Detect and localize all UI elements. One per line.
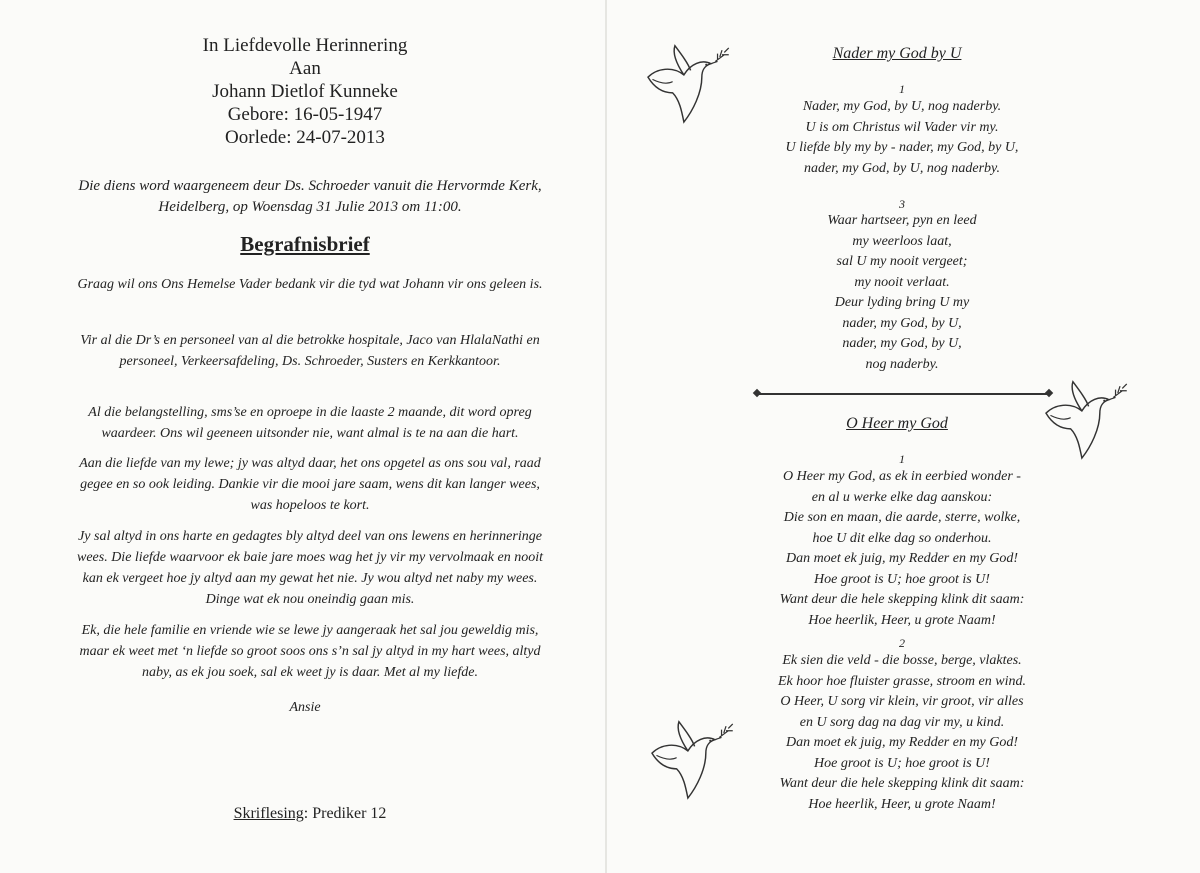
verse-line: nader, my God, by U, <box>842 315 962 331</box>
verse-line: U liefde bly my by - nader, my God, by U, <box>785 140 1019 155</box>
verse-line: en al u werke elke dag aanskou: <box>811 489 993 505</box>
verse-line: nog naderby. <box>865 356 939 372</box>
song-title: O Heer my God <box>846 415 948 432</box>
paragraph: Ek, die hele familie en vriende wie se lewe jy aangeraak het sal jou geweldig mis, maar ek weet met ‘n liefde so groot soos ons s’n sal jy altyd in my hart wees, altyd naby, as ek jou soek, sal ek weet jy is daar. Met al my liefde. <box>79 623 541 680</box>
deceased-name: Johann Dietlof Kunneke <box>212 81 398 102</box>
verse <box>717 97 1087 179</box>
verse-line: Deur lyding bring U my <box>834 295 970 310</box>
verse <box>717 651 1087 815</box>
verse-line: en U sorg dag na dag vir my, u kind. <box>799 714 1005 730</box>
page-title: Begrafnisbrief <box>240 232 370 256</box>
verse-number: 1 <box>899 452 905 466</box>
signature: Ansie <box>289 700 321 715</box>
death-date: Oorlede: 24-07-2013 <box>225 127 385 148</box>
verse-line: nader, my God, by U, <box>842 336 962 351</box>
reading-text: : Prediker 12 <box>303 805 387 822</box>
header-line: In Liefdevolle Herinnering <box>202 35 408 56</box>
memorial-header <box>90 34 520 149</box>
verse-line: Hoe heerlik, Heer, u grote Naam! <box>808 796 996 812</box>
birth-date: Gebore: 16-05-1947 <box>227 104 383 125</box>
verse-line: Want deur die hele skepping klink dit saam: <box>779 592 1025 607</box>
verse-line: Die son en maan, die aarde, sterre, wolke, <box>783 510 1021 525</box>
paragraph: Jy sal altyd in ons harte en gedagtes bly altyd deel van ons lewens en herinneringe wees. Die liefde waarvoor ek baie jare moes wag het jy vir my vervolmaak en nooit kan ek vergeet hoe jy altyd aan my gewat het nie. Jy wou altyd net naby my wees. Dinge wat ek nou oneindig gaan mis. <box>76 529 544 607</box>
verse-line: my nooit verlaat. <box>854 274 950 290</box>
paragraph: Aan die liefde van my lewe; jy was altyd daar, het ons opgetel as ons sou val, raad gegee en so ook leiding. Dankie vir die mooi jare saam, wens dit kan langer wees, was hopeloos te kort. <box>79 456 541 513</box>
dove-icon <box>1037 376 1129 466</box>
reading-label: Skriflesing <box>233 805 304 822</box>
verse <box>717 467 1087 631</box>
paragraph: Graag wil ons Ons Hemelse Vader bedank vir die tyd wat Johann vir ons geleen is. <box>77 277 543 292</box>
song-title: Nader my God by U <box>832 45 962 62</box>
verse-line: Dan moet ek juig, my Redder en my God! <box>785 735 1019 750</box>
header-line: Aan <box>289 58 321 79</box>
verse-line: hoe U dit elke dag so onderhou. <box>812 530 992 546</box>
verse-line: Hoe groot is U; hoe groot is U! <box>814 755 990 771</box>
verse-line: sal U my nooit vergeet; <box>836 254 968 269</box>
right-page <box>607 0 1200 873</box>
verse-line: Ek hoor hoe fluister grasse, stroom en wind. <box>778 673 1026 689</box>
verse-line: Waar hartseer, pyn en leed <box>827 213 977 228</box>
verse-line: Dan moet ek juig, my Redder en my God! <box>785 551 1019 566</box>
verse-line: Hoe groot is U; hoe groot is U! <box>814 571 990 587</box>
verse-line: Want deur die hele skepping klink dit saam: <box>779 776 1025 791</box>
verse-line: O Heer, U sorg vir klein, vir groot, vir alles <box>780 694 1024 709</box>
verse-line: O Heer my God, as ek in eerbied wonder - <box>783 469 1021 484</box>
verse-line: Hoe heerlik, Heer, u grote Naam! <box>808 612 996 628</box>
scripture-reading <box>160 805 460 823</box>
verse-line: nader, my God, by U, nog naderby. <box>804 160 1000 176</box>
verse-line: my weerloos laat, <box>852 233 952 249</box>
paragraph: Al die belangstelling, sms’se en oproepe in die laaste 2 maande, dit word opreg waardeer. Ons wil geeneen uitsonder nie, want almal is te na aan die hart. <box>88 405 532 441</box>
verse-line: U is om Christus wil Vader vir my. <box>805 119 999 135</box>
paragraph: Vir al die Dr’s en personeel van al die betrokke hospitale, Jaco van HlalaNathi en personeel, Verkeersafdeling, Ds. Schroeder, Susters en Kerkkantoor. <box>80 333 540 369</box>
service-details: Die diens word waargeneem deur Ds. Schroeder vanuit die Hervormde Kerk, Heidelberg, op Woensdag 31 Julie 2013 om 11:00. <box>78 178 542 215</box>
verse-number: 2 <box>899 636 905 650</box>
verse-number: 1 <box>899 82 905 96</box>
section-divider <box>757 393 1049 395</box>
verse-number: 3 <box>899 197 905 211</box>
verse <box>717 211 1087 375</box>
verse-line: Ek sien die veld - die bosse, berge, vlaktes. <box>782 653 1022 668</box>
verse-line: Nader, my God, by U, nog naderby. <box>802 99 1002 114</box>
